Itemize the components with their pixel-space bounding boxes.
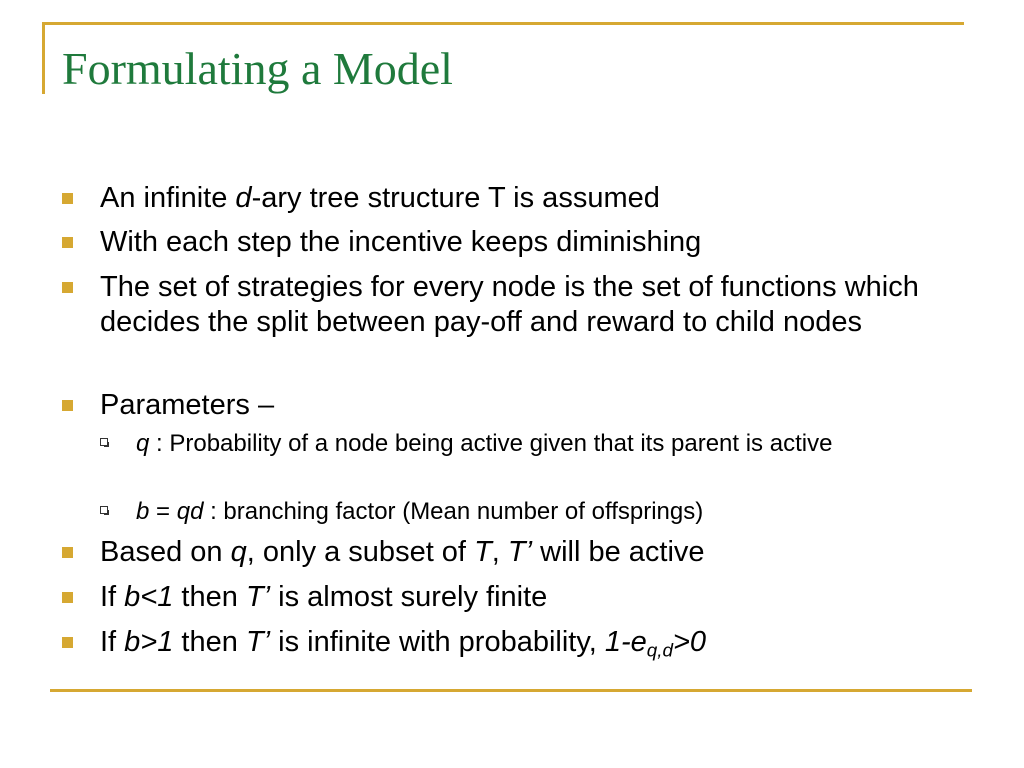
bullet-square-icon <box>62 547 73 558</box>
bullet-parameters: Parameters – <box>62 388 942 423</box>
bullet-incentive: With each step the incentive keeps diminishing <box>62 225 942 260</box>
hollow-square-icon <box>100 438 108 446</box>
bullet-infinite: If b>1 then T’ is infinite with probability, $1-e_{q,d}>0$ <box>62 625 942 668</box>
bullet-square-icon <box>62 400 73 411</box>
bullet-strategies: The set of strategies for every node is the set of functions which decides the split between pay-off and reward to child nodes <box>62 270 942 340</box>
top-rule <box>42 22 964 25</box>
sub-bullet-q: q : Probability of a node being active given that its parent is active <box>99 430 979 458</box>
bullet-subset: Based on q, only a subset of T, T’ will be active <box>62 535 942 570</box>
hollow-square-icon <box>100 506 108 514</box>
left-accent-rule <box>42 22 45 94</box>
bullet-square-icon <box>62 282 73 293</box>
bullet-square-icon <box>62 592 73 603</box>
slide-title: Formulating a Model <box>62 43 453 94</box>
bottom-rule <box>50 689 972 692</box>
bullet-square-icon <box>62 193 73 204</box>
bullet-tree-structure: An infinite d-ary tree structure T is assumed <box>62 181 942 216</box>
sub-bullet-b: b = qd : branching factor (Mean number of offsprings) <box>99 498 979 526</box>
bullet-square-icon <box>62 637 73 648</box>
bullet-square-icon <box>62 237 73 248</box>
bullet-finite: If b<1 then T’ is almost surely finite <box>62 580 942 615</box>
